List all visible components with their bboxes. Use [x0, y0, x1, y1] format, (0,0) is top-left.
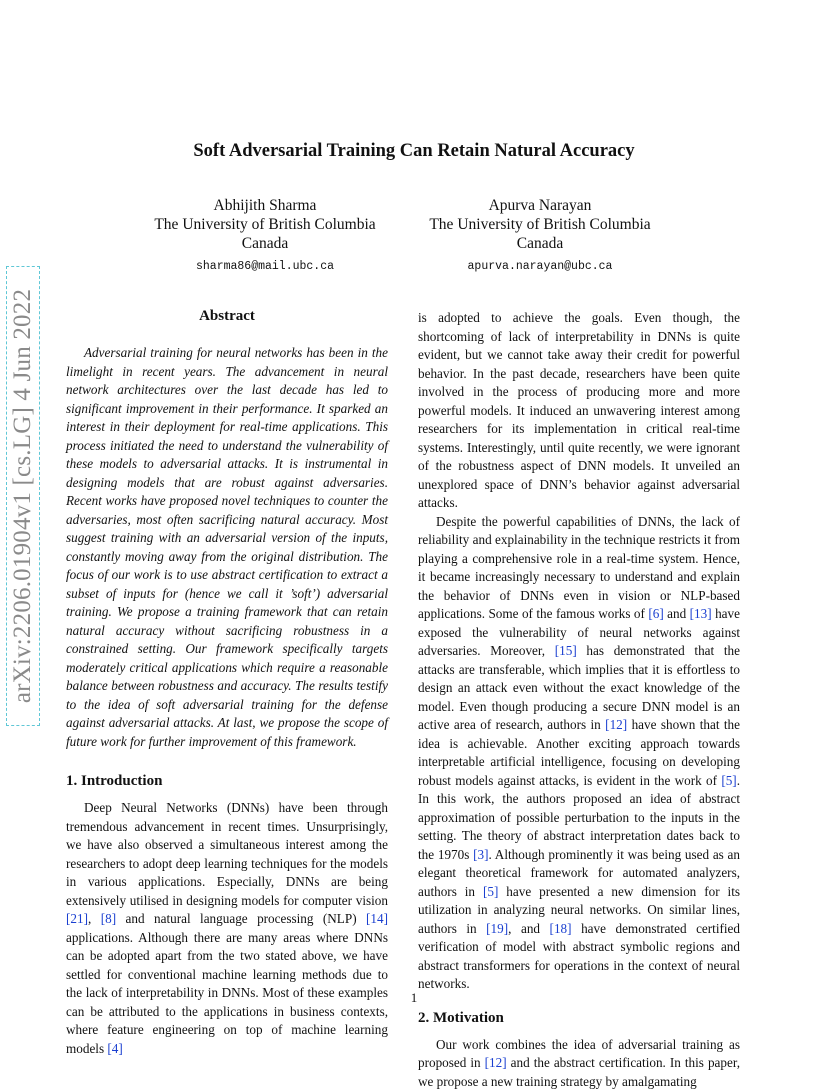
text-run: , and [508, 921, 549, 936]
author-email: sharma86@mail.ubc.ca [120, 257, 410, 276]
text-run: and natural language processing (NLP) [116, 911, 366, 926]
citation-link[interactable]: [14] [366, 911, 388, 926]
section-heading-motivation: 2. Motivation [418, 1008, 740, 1028]
text-run: have exposed the vulnerability of neural networks against adversaries. Moreover, [418, 606, 740, 658]
text-run: have demonstrated certified verification of model with abstract symbolic regions and abstract transformers for operations in the context of neural networks. [418, 921, 740, 992]
citation-link[interactable]: [5] [483, 884, 498, 899]
citation-link[interactable]: [21] [66, 911, 88, 926]
page-number: 1 [0, 990, 828, 1006]
citation-link[interactable]: [12] [485, 1055, 507, 1070]
text-run: is adopted to achieve the goals. Even though, the shortcoming of lack of interpretability in DNNs is quite evident, but we cannot take away their credit for powerful behavior. In the past decade, researchers have been quite involved in the process of producing more and more powerful models. It induced an unwavering interest among researchers for its implementation in critical real-time systems. Interestingly, until quite recently, we were ignorant of the robustness aspect of DNN models. It unveiled an unexplored space of DNN’s behavior against adversarial attacks. [418, 310, 740, 510]
citation-link[interactable]: [4] [107, 1041, 122, 1056]
author-block-1 [120, 196, 410, 276]
text-run: . Although prominently it was being used as an elegant theoretical framework for automated analyzers, authors in [418, 847, 740, 899]
left-column [66, 306, 388, 1058]
author-affiliation: The University of British Columbia [120, 215, 410, 234]
arxiv-identifier: arXiv:2206.01904v1 [cs.LG] 4 Jun 2022 [9, 289, 37, 703]
author-name: Apurva Narayan [400, 196, 680, 215]
citation-link[interactable]: [12] [605, 717, 627, 732]
citation-link[interactable]: [5] [721, 773, 736, 788]
paper-title: Soft Adversarial Training Can Retain Natural Accuracy [0, 141, 828, 162]
text-run: Our work combines the idea of adversarial training as proposed in [418, 1037, 740, 1071]
section-heading-introduction: 1. Introduction [66, 771, 388, 791]
text-run: Deep Neural Networks (DNNs) have been through tremendous advancement in recent times. Unsurprisingly, we have also observed a simultaneous interest among the researchers to adopt deep learning techniques for the models in various applications. Especially, DNNs are being extensively utilised in designing models for computer vision [66, 800, 388, 908]
abstract-heading: Abstract [66, 306, 388, 326]
citation-link[interactable]: [18] [550, 921, 572, 936]
author-country: Canada [120, 234, 410, 253]
author-email: apurva.narayan@ubc.ca [400, 257, 680, 276]
motivation-paragraph-1 [418, 1036, 740, 1091]
citation-link[interactable]: [3] [473, 847, 488, 862]
citation-link[interactable]: [6] [648, 606, 663, 621]
text-run: have shown that the idea is achievable. Another exciting approach towards interpretable artificial intelligence, focusing on developing robust models against attacks, is evident in the work of [418, 717, 740, 788]
introduction-paragraph-1-continued [418, 309, 740, 513]
introduction-paragraph-2 [418, 513, 740, 994]
text-run: applications. Although there are many areas where DNNs can be adopted apart from the two stated above, we have settled for conventional machine learning methods due to the lack of interpretability in DNNs. Most of these examples can be attributed to the applications in business contexts, where feature engineering on top of machine learning models [66, 930, 388, 1056]
author-name: Abhijith Sharma [120, 196, 410, 215]
text-run: Despite the powerful capabilities of DNNs, the lack of reliability and explainability in the technique restricts it from playing a comprehensive role in a real-time system. Hence, it became increasingly necessary to understand and explain the behavior of DNNs even in vision or NLP-based applications. Some of the famous works of [418, 514, 740, 622]
citation-link[interactable]: [15] [555, 643, 577, 658]
citation-link[interactable]: [8] [101, 911, 116, 926]
author-affiliation: The University of British Columbia [400, 215, 680, 234]
author-block-2 [400, 196, 680, 276]
citation-link[interactable]: [13] [690, 606, 712, 621]
author-country: Canada [400, 234, 680, 253]
text-run: has demonstrated that the attacks are transferable, which implies that it is effortless to design an attack even without the exact knowledge of the model. Even though producing a secure DNN model is an active area of research, authors in [418, 643, 740, 732]
text-run: and the abstract certification. In this paper, we propose a new training strategy by amalgamating [418, 1055, 740, 1089]
citation-link[interactable]: [19] [486, 921, 508, 936]
abstract-text: Adversarial training for neural networks has been in the limelight in recent years. The advancement in neural network architectures over the last decade has led to significant improvement in their performance. It sparked an interest in their deployment for real-time applications. This process initiated the need to understand the vulnerability of these models to adversarial attacks. It is instrumental in designing models that are robust against adversaries. Recent works have proposed novel techniques to counter the adversaries, most often sacrificing natural accuracy. Most suggest training with an adversarial version of the inputs, constantly moving away from the original distribution. The focus of our work is to use abstract certification to extract a subset of inputs for (hence we call it ’soft’) adversarial training. We propose a training framework that can retain natural accuracy without sacrificing robustness in a constrained setting. Our framework specifically targets moderately critical applications which require a reasonable balance between robustness and accuracy. The results testify to the idea of soft adversarial training for the defense against adversarial attacks. At last, we propose the scope of future work for further improvement of this framework. [66, 344, 388, 751]
introduction-paragraph-1-start [66, 799, 388, 1058]
text-run: . In this work, the authors proposed an idea of abstract approximation of possible perturbation to the inputs in the setting. The theory of abstract interpretation dates back to the 1970s [418, 773, 740, 862]
text-run: and [664, 606, 690, 621]
text-run: , [88, 911, 101, 926]
right-column [418, 309, 740, 1091]
arxiv-identifier-stamp [6, 266, 40, 726]
text-run: have presented a new dimension for its utilization in analyzing neural networks. On similar lines, authors in [418, 884, 740, 936]
